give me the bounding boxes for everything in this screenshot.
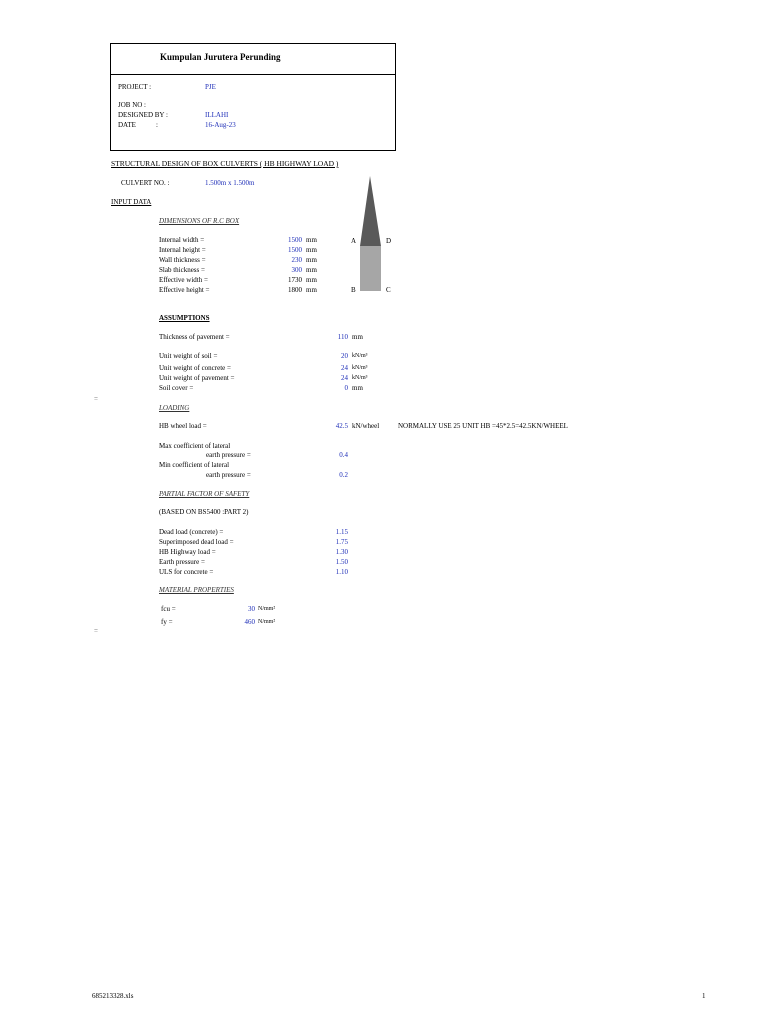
safety-label: HB Highway load =	[159, 548, 216, 556]
designed-by-label: DESIGNED BY :	[118, 111, 168, 119]
material-unit: N/mm²	[258, 606, 276, 612]
culvert-value: 1.500m x 1.500m	[205, 179, 255, 187]
material-label: fy =	[161, 618, 173, 626]
max-coef-value: 0.4	[339, 451, 348, 459]
culvert-diagram	[340, 170, 410, 300]
date-colon: :	[156, 121, 158, 129]
input-data-heading: INPUT DATA	[111, 198, 152, 206]
separator-mark: =	[94, 627, 98, 635]
assumption-value: 20	[341, 352, 348, 360]
dim-unit: mm	[306, 256, 317, 264]
assumption-value: 0	[344, 384, 348, 392]
wall-upper-shape	[360, 176, 381, 246]
header-divider	[110, 74, 396, 75]
loading-heading: LOADING	[159, 404, 190, 412]
dim-unit: mm	[306, 236, 317, 244]
dim-label: Slab thickness =	[159, 266, 205, 274]
footer-filename: 685213328.xls	[92, 992, 134, 1000]
material-heading: MATERIAL PROPERTIES	[159, 586, 234, 594]
assumptions-heading: ASSUMPTIONS	[159, 314, 210, 322]
min-coef-value: 0.2	[339, 471, 348, 479]
designed-by-value: ILLAHI	[205, 111, 229, 119]
assumption-value: 24	[341, 364, 348, 372]
dim-unit: mm	[306, 276, 317, 284]
diagram-label-d: D	[386, 237, 392, 245]
material-value: 460	[244, 618, 255, 626]
assumption-label: Soil cover =	[159, 384, 194, 392]
min-coef-line2: earth pressure =	[206, 471, 251, 479]
page-title: STRUCTURAL DESIGN OF BOX CULVERTS ( HB HIGHWAY LOAD )	[111, 159, 339, 168]
safety-value: 1.50	[335, 558, 348, 566]
safety-label: Earth pressure =	[159, 558, 205, 566]
assumption-label: Unit weight of soil =	[159, 352, 218, 360]
dim-value: 300	[291, 266, 302, 274]
dim-value: 1730	[288, 276, 302, 284]
dim-label: Internal width =	[159, 236, 205, 244]
dim-label: Effective width =	[159, 276, 208, 284]
max-coef-line1: Max coefficient of lateral	[159, 442, 231, 450]
dim-value: 1500	[288, 246, 302, 254]
assumption-label: Unit weight of pavement =	[159, 374, 235, 382]
safety-label: Dead load (concrete) =	[159, 528, 224, 536]
assumption-value: 24	[341, 374, 348, 382]
dim-label: Internal height =	[159, 246, 206, 254]
dim-unit: mm	[306, 246, 317, 254]
safety-label: Superimposed dead load =	[159, 538, 234, 546]
safety-value: 1.30	[335, 548, 348, 556]
dim-value: 1800	[288, 286, 302, 294]
project-label: PROJECT :	[118, 83, 152, 91]
safety-basis: (BASED ON BS5400 :PART 2)	[159, 508, 249, 516]
dimensions-heading: DIMENSIONS OF R.C BOX	[159, 217, 240, 225]
assumption-unit: kN/m³	[352, 375, 368, 381]
hb-value: 42.5	[335, 422, 348, 430]
min-coef-line1: Min coefficient of lateral	[159, 461, 230, 469]
dim-label: Effective height =	[159, 286, 210, 294]
footer-page-number: 1	[702, 992, 706, 1000]
assumption-unit: mm	[352, 384, 363, 392]
assumption-label: Unit weight of concrete =	[159, 364, 231, 372]
safety-label: ULS for concrete =	[159, 568, 214, 576]
diagram-label-c: C	[386, 286, 391, 294]
pavement-value: 110	[337, 333, 348, 341]
separator-mark: =	[94, 395, 98, 403]
pavement-label: Thickness of pavement =	[159, 333, 230, 341]
culvert-label: CULVERT NO. :	[121, 179, 170, 187]
safety-heading: PARTIAL FACTOR OF SAFETY	[159, 490, 250, 498]
hb-label: HB wheel load =	[159, 422, 207, 430]
material-label: fcu =	[161, 605, 176, 613]
diagram-label-b: B	[351, 286, 356, 294]
dim-label: Wall thickness =	[159, 256, 206, 264]
dim-value: 1500	[288, 236, 302, 244]
project-value: PJE	[205, 83, 216, 91]
assumption-unit: kN/m³	[352, 365, 368, 371]
hb-note: NORMALLY USE 25 UNIT HB =45*2.5=42.5KN/WHEEL	[398, 422, 568, 430]
safety-value: 1.15	[335, 528, 348, 536]
job-no-label: JOB NO :	[118, 101, 147, 109]
pavement-unit: mm	[352, 333, 363, 341]
dim-unit: mm	[306, 286, 317, 294]
hb-unit: kN/wheel	[352, 422, 380, 430]
date-value: 16-Aug-23	[205, 121, 236, 129]
material-unit: N/mm²	[258, 619, 276, 625]
max-coef-line2: earth pressure =	[206, 451, 251, 459]
wall-lower-shape	[360, 246, 381, 291]
diagram-label-a: A	[351, 237, 357, 245]
material-value: 30	[248, 605, 255, 613]
assumption-unit: kN/m³	[352, 353, 368, 359]
dim-unit: mm	[306, 266, 317, 274]
dim-value: 230	[291, 256, 302, 264]
company-name: Kumpulan Jurutera Perunding	[160, 52, 281, 62]
safety-value: 1.10	[335, 568, 348, 576]
safety-value: 1.75	[335, 538, 348, 546]
date-label: DATE	[118, 121, 136, 129]
